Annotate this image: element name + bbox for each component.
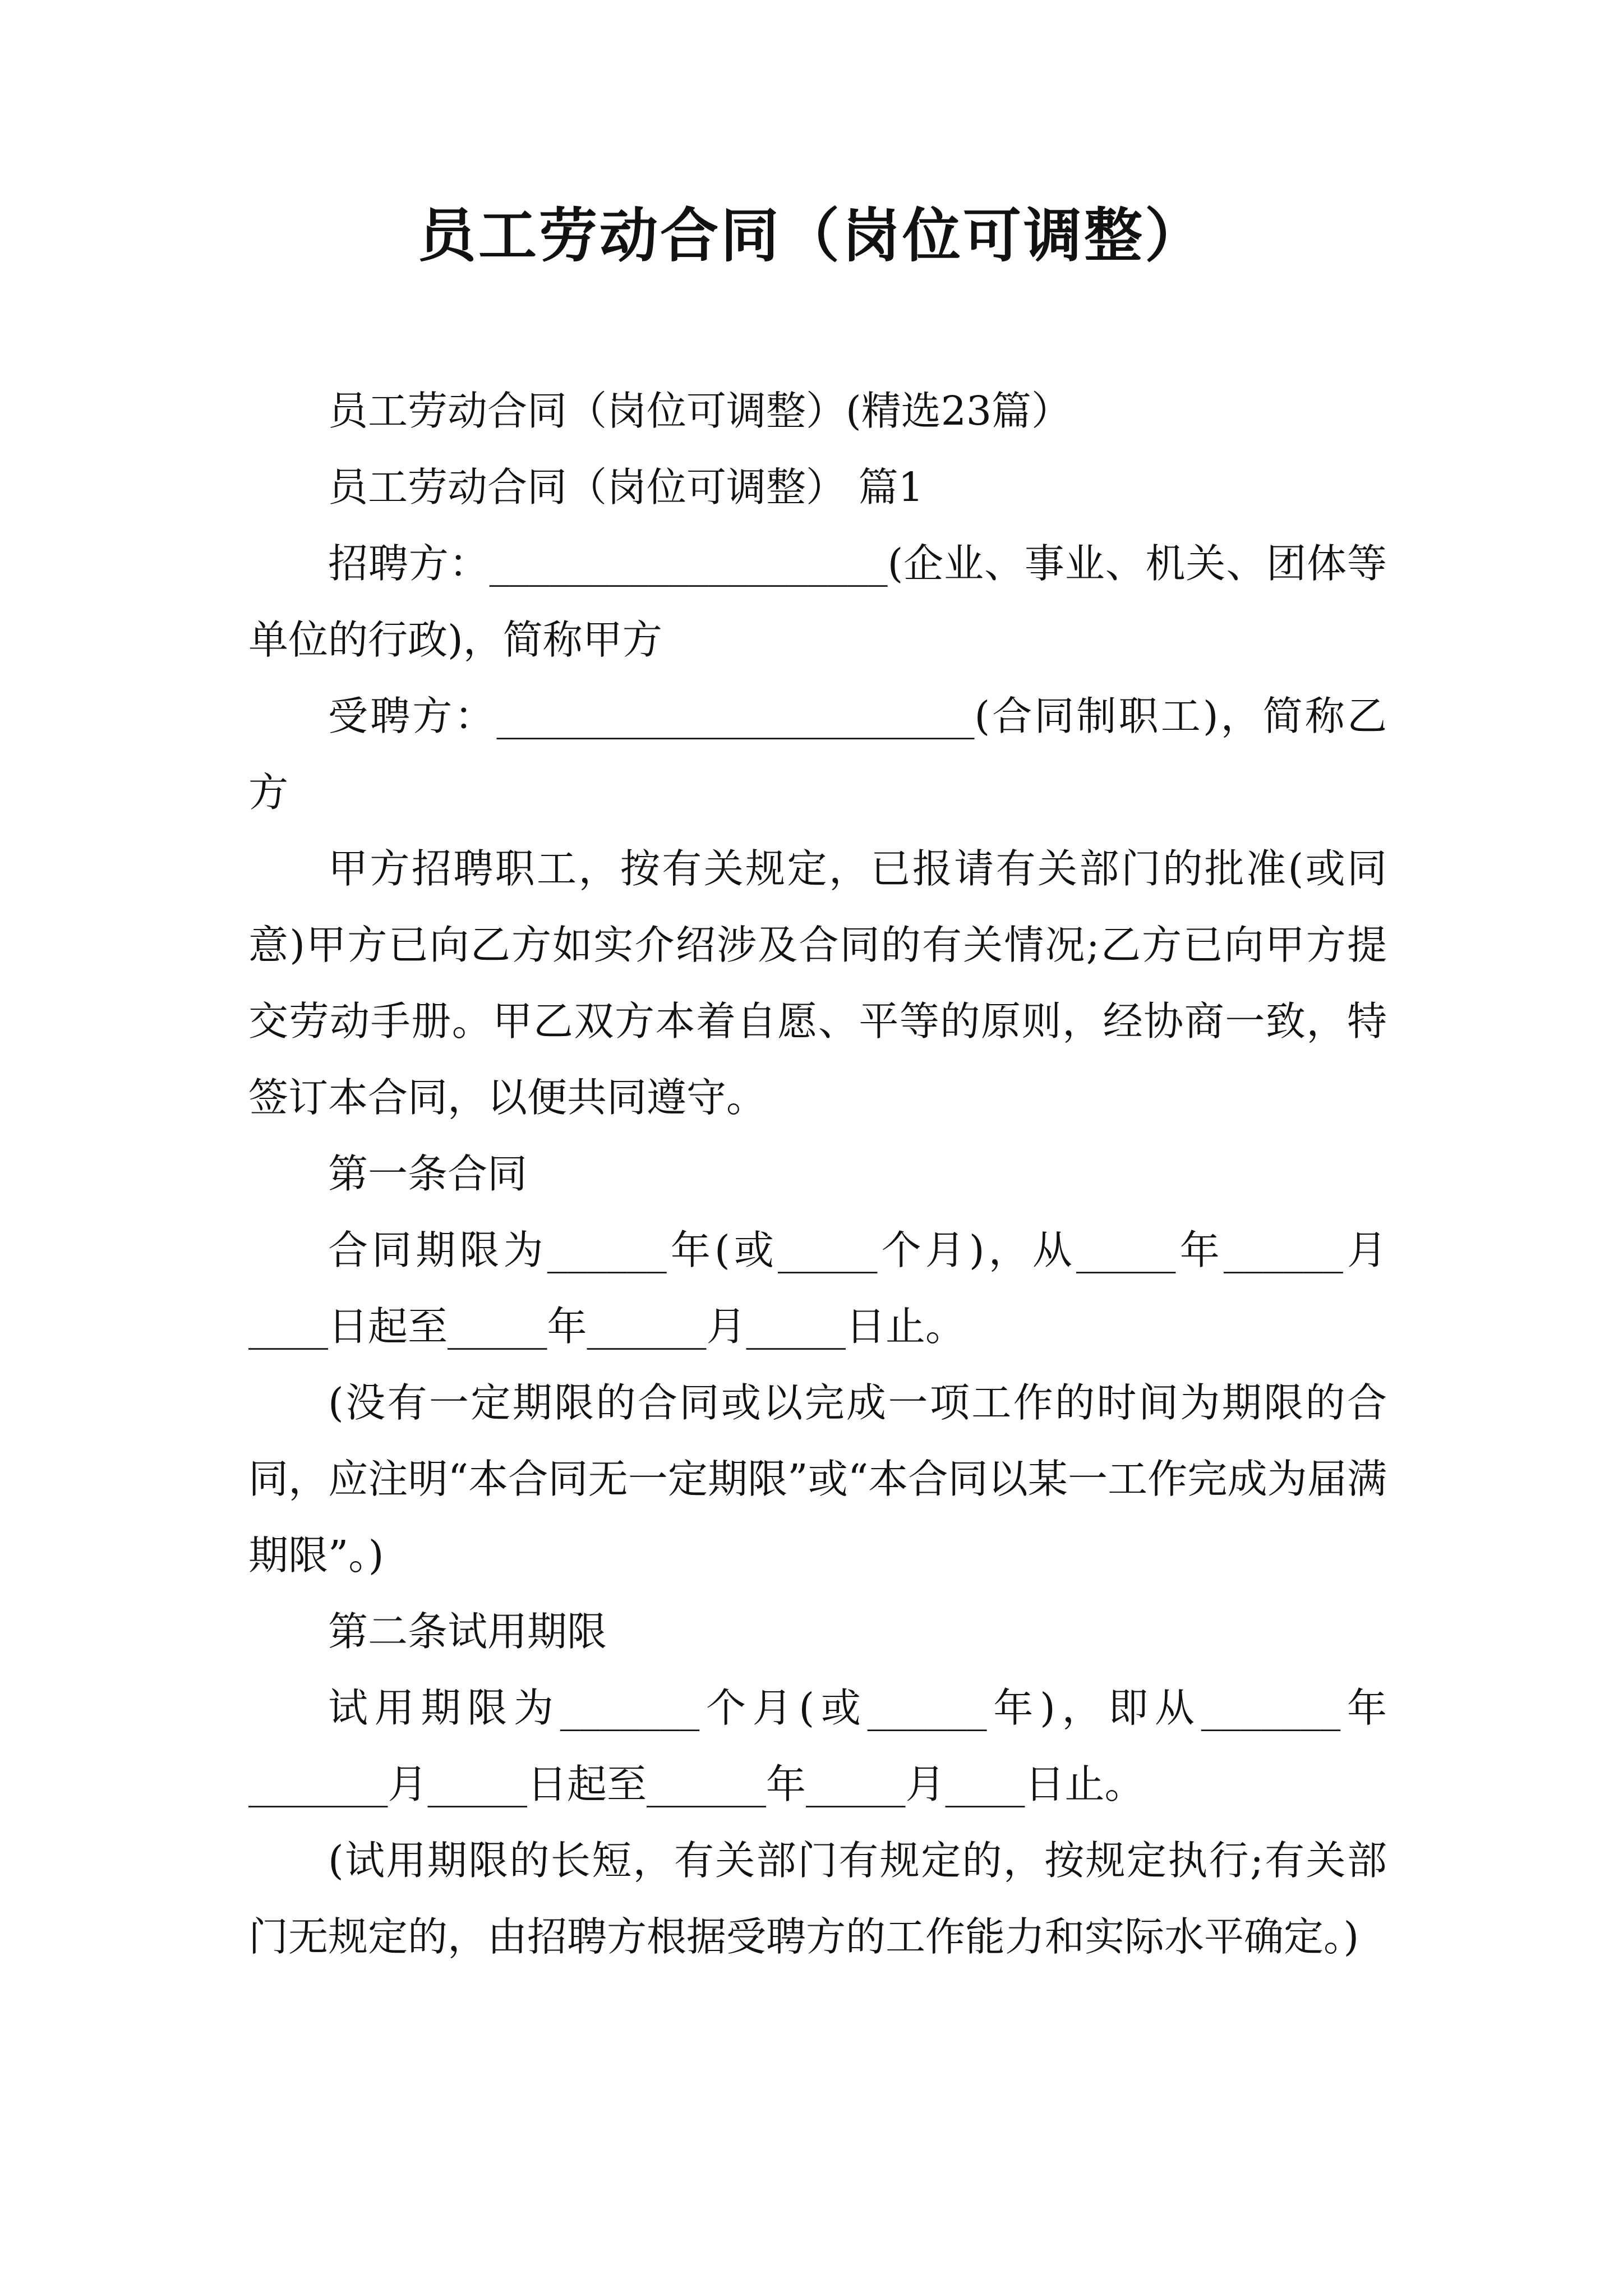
paragraph-subtitle: 员工劳动合同（岗位可调整）(精选23篇） [328, 388, 1072, 434]
paragraph-probation-term: 试用期限为_______个月(或______年)，即从_______年_______月_____日起至______年_____月____日止。 [248, 1685, 1387, 1807]
paragraph-contract-term-note: (没有一定期限的合同或以完成一项工作的时间为期限的合同，应注明“本合同无一定期限”或“本合同以某一工作完成为届满期限”。) [248, 1379, 1387, 1579]
paragraph-employer: 招聘方：____________________(企业、事业、机关、团体等单位的行政)，简称甲方 [248, 540, 1387, 663]
paragraph-article-2-heading: 第二条试用期限 [328, 1608, 607, 1655]
document-title: 员工劳动合同（岗位可调整） [417, 201, 1205, 270]
paragraph-article-1-heading: 第一条合同 [328, 1151, 528, 1197]
document-body [248, 373, 1387, 1975]
paragraph-section-heading: 员工劳动合同（岗位可调整） 篇1 [328, 464, 924, 510]
paragraph-employee: 受聘方：________________________(合同制职工)，简称乙方 [248, 693, 1387, 816]
paragraph-contract-term: 合同期限为______年(或_____个月)，从_____年______月____日起至_____年______月_____日止。 [248, 1227, 1387, 1350]
paragraph-preamble: 甲方招聘职工，按有关规定，已报请有关部门的批准(或同意)甲方已向乙方如实介绍涉及合同的有关情况;乙方已向甲方提交劳动手册。甲乙双方本着自愿、平等的原则，经协商一致，特签订本合同，以便共同遵守。 [248, 845, 1387, 1121]
paragraph-probation-note: (试用期限的长短，有关部门有规定的，按规定执行;有关部门无规定的，由招聘方根据受聘方的工作能力和实际水平确定。) [248, 1837, 1387, 1960]
